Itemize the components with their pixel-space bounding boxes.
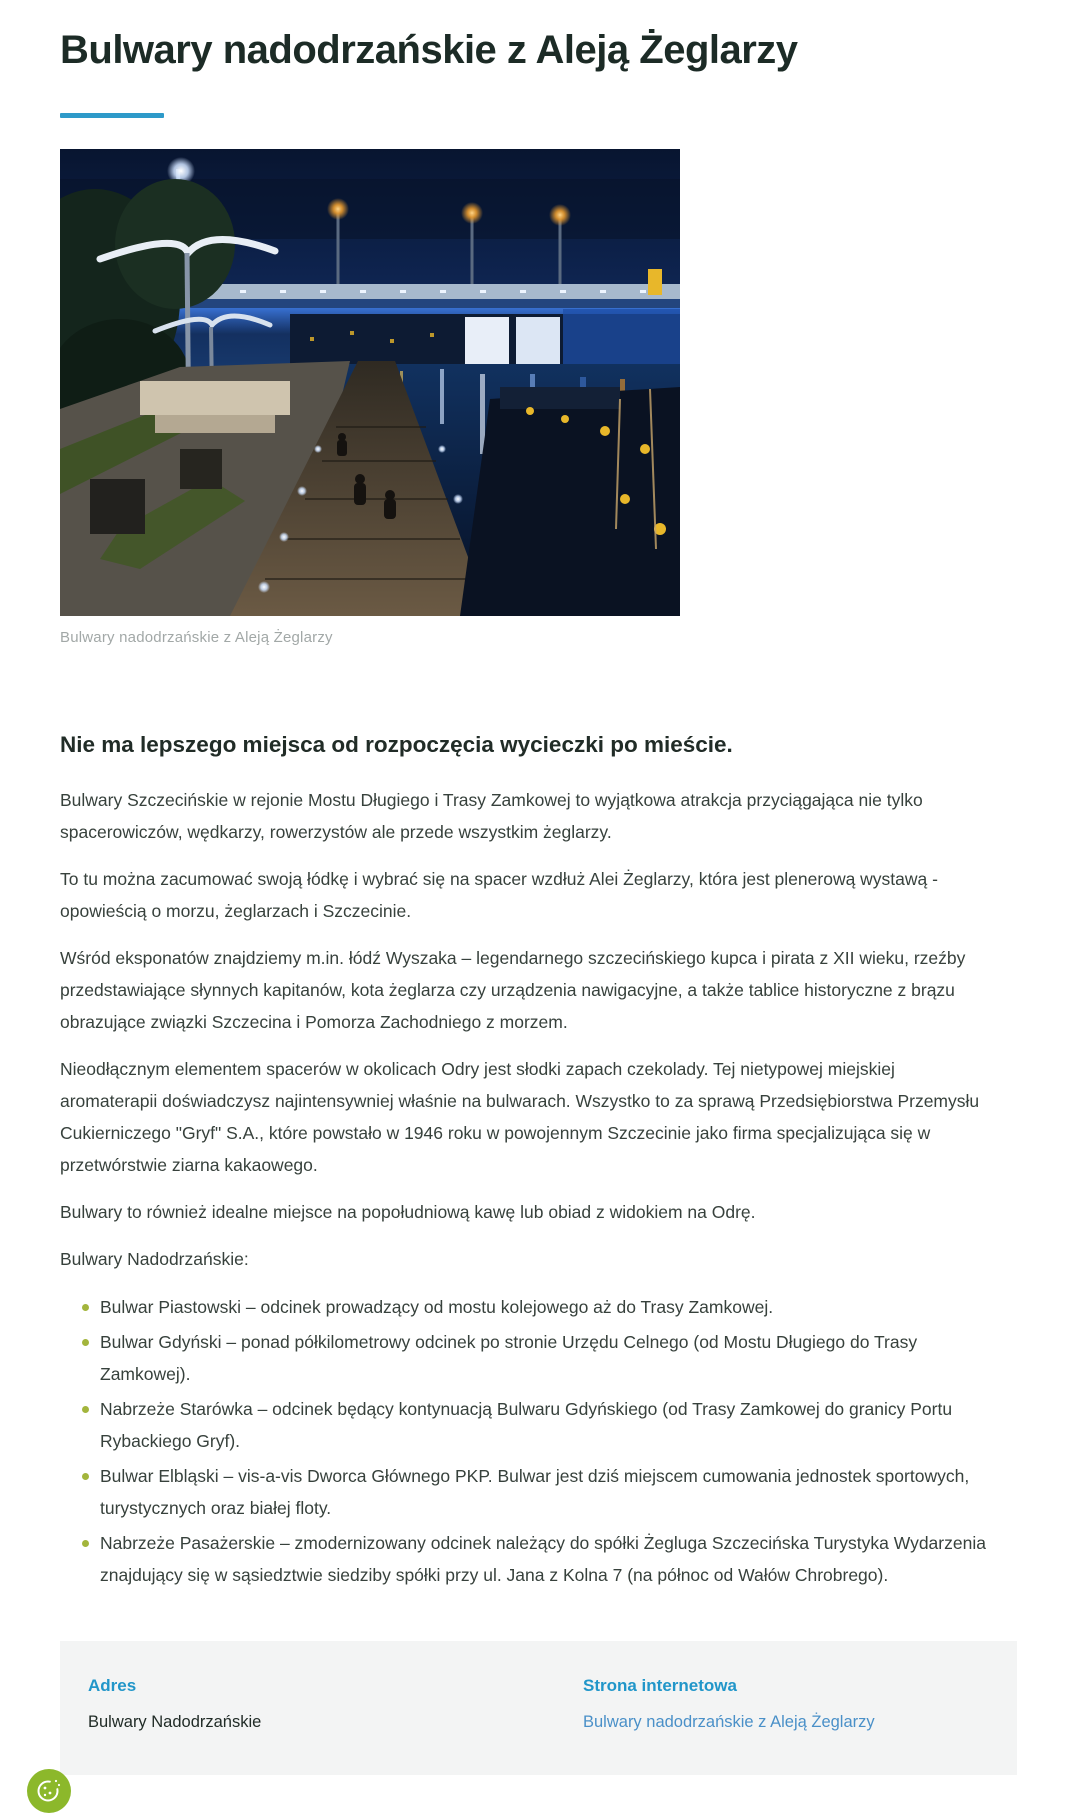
list-intro: Bulwary Nadodrzańskie:: [60, 1249, 249, 1269]
lead-heading: Nie ma lepszego miejsca od rozpoczęcia wycieczki po mieście.: [60, 732, 733, 757]
list-item: Nabrzeże Pasażerskie – zmodernizowany odcinek należący do spółki Żegluga Szczecińska Turystyka Wydarzenia znajdujący się w sąsiedztwie siedziby spółki przy ul. Jana z Kolna 7 (na północ od Wałów Chrobrego).: [82, 1527, 992, 1591]
list-item: Nabrzeże Starówka – odcinek będący kontynuacją Bulwaru Gdyńskiego (od Trasy Zamkowej do granicy Portu Rybackiego Gryf).: [82, 1393, 992, 1457]
list-item: Bulwar Gdyński – ponad półkilometrowy odcinek po stronie Urzędu Celnego (od Mostu Długiego do Trasy Zamkowej).: [82, 1326, 992, 1390]
website-link[interactable]: Bulwary nadodrzańskie z Aleją Żeglarzy: [583, 1713, 875, 1731]
paragraph: To tu można zacumować swoją łódkę i wybrać się na spacer wzdłuż Alei Żeglarzy, która jest plenerową wystawą - opowieścią o morzu, żeglarzach i Szczecinie.: [60, 869, 938, 921]
address-label: Adres: [88, 1676, 137, 1695]
hero-photo-night-waterfront: [60, 149, 680, 616]
paragraph: Bulwary Szczecińskie w rejonie Mostu Długiego i Trasy Zamkowej to wyjątkowa atrakcja przyciągająca nie tylko spacerowiczów, wędkarzy, rowerzystów ale przede wszystkim żeglarzy.: [60, 790, 923, 842]
list-item: Bulwar Elbląski – vis-a-vis Dworca Głównego PKP. Bulwar jest dziś miejscem cumowania jednostek sportowych, turystycznych oraz białej floty.: [82, 1460, 992, 1524]
website-label: Strona internetowa: [583, 1676, 737, 1695]
paragraph: Bulwary to również idealne miejsce na popołudniową kawę lub obiad z widokiem na Odrę.: [60, 1202, 756, 1222]
address-value: Bulwary Nadodrzańskie: [88, 1713, 262, 1731]
hero-figure: [60, 149, 992, 646]
article-content: [60, 28, 992, 1591]
contact-website-column: [583, 1676, 1017, 1775]
hero-caption: Bulwary nadodrzańskie z Aleją Żeglarzy: [60, 629, 333, 646]
contact-info-panel: [60, 1641, 1017, 1775]
paragraph: Wśród eksponatów znajdziemy m.in. łódź Wyszaka – legendarnego szczecińskiego kupca i pirata z XII wieku, rzeźby przedstawiające słynnych kapitanów, kota żeglarza czy urządzenia nawigacyjne, a także tablice historyczne z brązu obrazujące związki Szczecina i Pomorza Zachodniego z morzem.: [60, 948, 966, 1032]
list-item: Bulwar Piastowski – odcinek prowadzący od mostu kolejowego aż do Trasy Zamkowej.: [82, 1291, 992, 1323]
hero-photo-illustration: [60, 149, 680, 616]
boulevard-list: [60, 1291, 992, 1591]
cookie-settings-button[interactable]: [27, 1769, 71, 1813]
cookie-icon: [34, 1775, 64, 1808]
title-accent-underline: [60, 113, 164, 118]
contact-address-column: [88, 1676, 583, 1775]
page-title: Bulwary nadodrzańskie z Aleją Żeglarzy: [60, 28, 798, 72]
paragraph: Nieodłącznym elementem spacerów w okolicach Odry jest słodki zapach czekolady. Tej nietypowej miejskiej aromaterapii doświadczysz najintensywniej właśnie na bulwarach. Wszystko to za sprawą Przedsiębiorstwa Przemysłu Cukierniczego "Gryf" S.A., które powstało w 1946 roku w powojennym Szczecinie jako firma specjalizująca się w przetwórstwie ziarna kakaowego.: [60, 1059, 980, 1175]
